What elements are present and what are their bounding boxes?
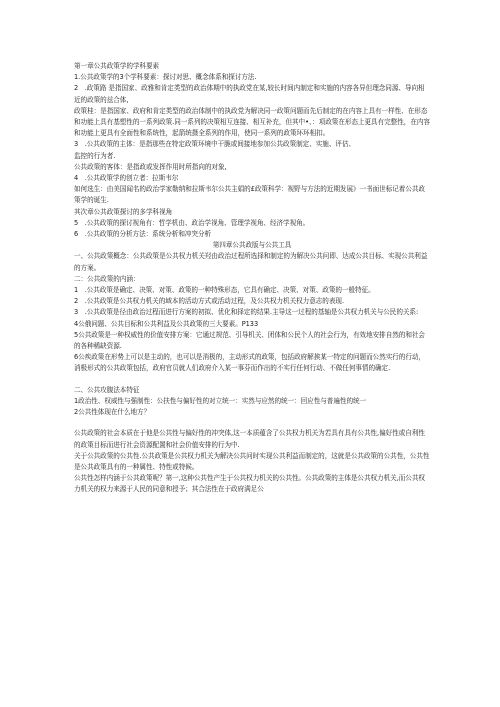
text-line: 2 .政策路 是指国家、政雅和肯定类型的政治体期中的执政党在某,较长时间内制定和实施的内容各异但理念同源、导向相近的政策的兹合体,: [74, 84, 425, 104]
text-line: 第一章公共政策学的学科要素: [74, 62, 160, 70]
text-line: 政策桂：是指国家、政府和肯定类型的政治体制中的执政党为解决同一政策问题而先后制定的在内容上具有一样性、在形态和功能上具有基塑性的一系列政策.同一系列的决策相互连接、相互补充，但其中•、：项政策在形态上更具有完整性，在内容和功能上更具有全面性和系统性，起箭统摄全系列的作用，使同一系列的政策环环相扣。: [74, 106, 430, 138]
spacer: [74, 418, 430, 428]
text-line: 3 .公共政策的主体：是指那些在特定政策环境中干脆或间接地参加公共政策制定、实施、评估、: [74, 140, 356, 149]
text-line: 一、公共政策概念：公共政策是公共权力机关羟由政治过程所选择和制定的为解决公共问即、达成公共目标、实现公共利益的方案。: [74, 252, 428, 272]
text-line: 如何选生：由美国闻名的政治学家勒纳和拉斯韦尔公共主娟的£政策科学：视野与方法的近期发展》一书面世标记着公共政策学的诞生.: [74, 185, 425, 205]
text-line: 1 .公共政策是确定、决策、对策、政策的一种特殊形态，它具有确定、决策、对策、政策的一般特征。: [74, 286, 375, 295]
text-line: 6公疾政策在形势上可以是主动的，也可以是消极的，主动形式的政策，包括政府解挨某一特定的问题而公然实行的行动，消极形式的公共政策包括，政府官员就人们政府介入某一事芬而作出的不实行任何行动、不做任何事情的确定.: [74, 353, 425, 373]
text-line: 4 .公共政策学的创立者：拉斯韦尔: [74, 174, 179, 183]
text-line: 2公共性体现在什么地方？: [74, 408, 151, 417]
text-line: 2 .公共政策是公共权力机关的域本的活动方式或活动过程，及公共权力机关权力意志的表现.: [74, 297, 344, 306]
text-line: 3 .公共政策是径由政治过程而进行方案的初拟、优化和择定的结果.主导这一过程的基轴是公共权力机关与公民的关系:: [74, 308, 419, 317]
text-line: 5 .公共政策的探讨视角有：哲学机由、政治学视角、管理学视角、经济学视角。: [74, 218, 310, 227]
text-line: 二、公共攻腹法本特征: [74, 385, 140, 394]
text-line: 6 .公共政策的分析方法：系统分析和冲突分析: [74, 230, 212, 239]
text-line: 关于公共政策的公共性.公共政策是公共权力机关为解决公共问时实现公共利益而制定的，这就是公共政策的公共性，公共性是公共政策具有的一种属性、特性或特候。: [74, 451, 430, 471]
text-line: 1.公共政策学的3个学科要素：探讨对思、概念体系和探讨方法.: [74, 73, 257, 82]
text-line: 5公共政策是一种权威性的价值安排方案：它通过规范、引导机关、团体和公民个人的社会行为，有效地安排自然的和社会的各种稀缺资源.: [74, 330, 425, 351]
text-line: 公共政策的客体：是指政或发挥作用时所指向的对象,: [74, 162, 227, 171]
text-line: 其次章公共政策探讨的多学科视角: [74, 207, 173, 216]
text-line: 二：公共政策的内涵：: [74, 274, 140, 283]
text-line: 4公俄问题、公共目标和公共利益及公共政策的三大要素。P133: [74, 319, 259, 328]
text-line: 1政治性、权威性与强制性：公扶性与偏好性的对立统一：实然与应然的统一：回应性与普遍性的统一: [74, 396, 367, 405]
text-line: 第四章公共政版与公共工具: [212, 241, 292, 250]
text-line: 公共性怎样内涵于公共政策呢？第一,这种公共性产生于公共权力机关的公共性。公共政策的主体是公共权力机关,而公共权力机关的权力来源于人民的同意和授予；其合法性在于政府满足公: [74, 474, 425, 494]
text-line: 监控的行为者.: [74, 151, 116, 160]
text-line: 公共政策的社会本质在于他是公共性与偏好性的冲突体,这一本质蕴含了公共权力机关为若具有具有公共性,偏好性或自利性的政策目标而进行社会资源配置和社会价值安排的行为中.: [74, 429, 425, 449]
spacer: [74, 375, 430, 385]
document-page: [74, 61, 430, 496]
